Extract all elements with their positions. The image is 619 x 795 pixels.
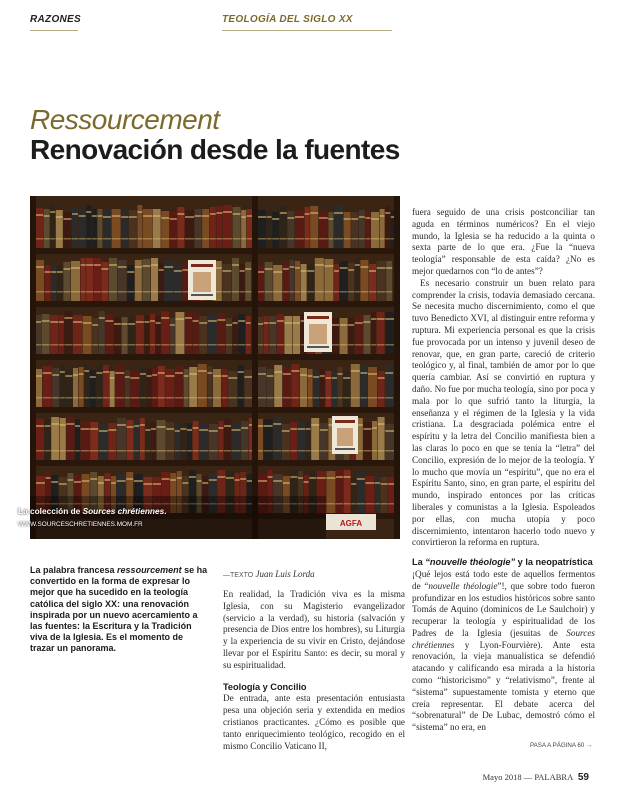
book-spine [144,315,149,354]
shelf-board [30,460,400,466]
book-spine [121,210,128,248]
issue-label: Mayo 2018 — PALABRA [482,772,573,782]
book-spine [363,422,371,460]
book-spine [381,477,388,513]
book-spine [199,316,207,354]
book-spine [57,265,63,301]
book-spine [331,318,339,354]
book-spine [79,209,86,248]
book-spine [372,421,377,460]
book-spine [369,264,376,301]
book-spine [348,263,354,301]
book-spine [143,209,152,248]
book-spine [308,369,313,407]
book-spine [81,422,90,460]
book-spine [334,264,339,301]
book-spine [328,212,333,248]
body-paragraph: ¡Qué lejos está todo este de aquellos fermentos de “nouvelle théologie”!, que sobre todo fueron profundizar en los estudios históricos sobre santo Tomás de Aquino (dominicos de Le Saulchoir) y recuperar la teología y espiritualidad de los Padres de la Iglesia (jesuitas de Sources chrétiennes y Lyon-Fourvière). Ante esta renovación, la vieja manualística se defendió atacando y calificando esa mirada a la historia como “historicismo” y “relativismo”, frente al “sistema” supuestamente tomista y eterno que creía representar. El debate acerca del “sobrenatural” de De Lubac, demostró cómo el “sistema” no era, en [412,568,595,733]
lead-paragraph: La palabra francesa ressourcement se ha convertido en la forma de expresar lo mejor que ha sucedido en la teología católica del siglo XX: una renovación inspirada por un nuevo acercamiento a las fuentes: la Escritura y la Tradición viva de la Iglesia. Es el momento de trazar un panorama. [30,565,208,654]
book-spine [108,423,116,460]
shelf-divider [252,196,258,539]
book-spine [298,422,305,460]
page-footer [483,772,589,783]
book-spine [122,317,128,354]
book-spine [258,265,264,301]
book-spine [332,371,337,407]
book-spine [265,262,273,301]
book-spine [199,423,208,460]
book-spine [306,422,311,460]
book-spine [152,368,157,407]
book-spine [202,209,209,248]
book-spine [355,316,363,354]
book-spine [97,209,102,248]
book-spine [363,315,370,354]
shelf-board [30,301,400,307]
book-spine [247,209,252,248]
book-spine [351,212,358,248]
book-spine [282,424,290,460]
book-spine [375,476,380,513]
book-spine [273,265,282,301]
book-spine [240,264,245,301]
book-spine [129,210,137,248]
body-paragraph: En realidad, la Tradición viva es la misma Iglesia, con su Magisterio evangelizador (servicio a la verdad), su historia (salvación y presencia de Dios entre los hombres), su Liturgia y la experiencia de su vivir en Cristo, dejándose llevar por el Espíritu Santo: es decir, su moral y su espiritualidad. [223,589,405,670]
headline-kicker: Ressourcement [30,104,220,135]
book-spine [166,422,174,460]
book-spine [222,369,228,407]
book-spine [161,211,169,248]
book-spine [170,212,177,248]
book-spine [209,424,218,460]
body-paragraph: fuera seguido de una crisis postconciliar tan aguda en términos numéricos? En el viejo mundo, la Iglesia se ha reducido a la quinta o sexta parte de lo que era. ¿Fue la “nueva teología” responsable de esta caída? ¿No es mejor quedarnos con “lo de antes”? [412,207,595,276]
subhead-nouvelle-theologie: La “nouvelle théologie” y la neopatrística [412,557,593,568]
book-spine [283,262,289,301]
book-spine [112,209,121,248]
book-spine [264,316,269,354]
book-spine [165,369,174,407]
body-paragraph: De entrada, ante esta presentación entusiasta pesa una objeción seria y extendida en medios cristianos practicantes. ¿Cómo es posible que tanto enriquecimiento teológico, recogido en el mismo Concilio Vaticano II, [223,693,405,751]
book-spine [151,422,156,460]
book-spine [136,315,144,354]
book-spine [371,212,379,248]
continue-link[interactable]: PASA A PÁGINA 60 → [530,742,593,749]
byline-author: Juan Luis Lorda [255,569,315,579]
book-spine [156,316,161,354]
book-spine [319,211,328,248]
book-spine [245,262,251,301]
book-spine [293,316,300,354]
book-spine [50,315,58,354]
book-spine [185,210,194,248]
book-spine [83,316,92,354]
book-spine [63,212,71,248]
book-spine [92,318,98,354]
body-column-middle [223,589,405,752]
book-spine [125,370,130,407]
bookshelf-illustration [30,196,400,539]
book-spine [340,318,348,354]
book-spine [344,212,351,248]
book-spine [385,424,394,460]
book-spine [244,370,252,407]
book-spine [287,211,294,248]
book-spine [127,265,134,301]
book-spine [378,371,385,407]
book-spine [51,265,56,301]
book-spine [365,211,370,248]
book-spine [59,315,64,354]
book-spine [36,369,42,407]
book-spine [110,371,115,407]
subhead-teologia-concilio: Teología y Concilio [223,681,307,692]
book-spine [128,317,135,354]
book-spine [45,265,51,301]
section-rule [30,30,78,31]
book-spine [272,212,279,248]
book-spine [193,421,199,460]
book-spine [114,317,121,354]
book-spine [391,210,394,248]
book-spine [90,422,98,460]
book-spine [320,423,328,460]
book-spine [359,210,365,248]
book-spine [241,421,248,460]
page-number: 59 [577,772,589,783]
book-spine [218,421,223,460]
photo-credit: WWW.SOURCESCHRETIENNES.MOM.FR [18,521,143,528]
book-spine [36,315,41,354]
book-spine [295,210,304,248]
book-spine [365,476,374,513]
byline [223,569,315,579]
book-spine [226,318,232,354]
book-spine [175,424,180,460]
book-spine [267,210,272,248]
book-spine [187,423,192,460]
book-spine [307,264,314,301]
book-spine [153,209,161,248]
book-spine [145,423,150,460]
book-spine [228,371,237,407]
book-spine [184,369,189,407]
book-spine [90,370,96,407]
headline-title: Renovación desde la fuentes [30,134,400,165]
book-spine [267,369,274,407]
book-spine [44,209,50,248]
book-spine [180,422,186,460]
book-spine [213,369,221,407]
series-label: TEOLOGÍA DEL SIGLO XX [222,14,353,25]
book-spine [320,369,325,407]
book-spine [52,368,59,407]
book-spine [313,370,319,407]
book-spine [56,210,63,248]
book-spine [301,264,307,301]
section-label: RAZONES [30,14,81,25]
book-spine [348,318,354,354]
book-spine [222,264,231,301]
series-rule [222,30,392,31]
book-spine [343,371,350,407]
book-spine [103,210,111,248]
book-spine [99,424,108,460]
book-spine [290,422,297,460]
book-spine [147,369,152,407]
book-spine [195,209,202,248]
book-spine [325,371,331,407]
book-spine [284,316,292,354]
book-spine [170,318,175,354]
agfa-label: AGFA [339,519,363,528]
book-spine [73,368,78,407]
shelf-board [30,354,400,360]
book-spine [388,477,394,513]
book-spine [232,423,241,460]
body-paragraph: Es necesario construir un buen relato para comprender la crisis, todavía demasiado cercana. Se necesita mucho discernimiento, como el que tuvo Benedicto XVI, al distinguir entre reforma y ruptura. Mi experiencia personal es que la crisis fue provocada por un intenso y juvenil deseo de renovar, que, en gran parte, careció de criterio teológico y, al final, también de amor por lo que quería cambiar. Así se convirtió en ruptura y daño. No fue por mucha teología, sino por poca y mala por lo que sufrió tanto la liturgia, la enseñanza y el régimen de la Iglesia y la vida cristiana. La desgraciada polémica entre el espíritu y la letra del Concilio manifiesta bien a las claras lo poco en que se tenía la “letra” del Concilio, expresión de lo mejor de la teología. Y lo mucho que movía un “espíritu”, que no era el Espíritu Santo, sino, en gran parte, el espíritu del mundo, inspirado entonces por las críticas liberales y comunistas a la Iglesia. Espoleados por ellas, con mucha utopía y poco discernimiento, intentaron hacerlo todo nuevo y convirtieron la reforma en ruptura. [412,277,595,548]
book-spine [63,262,70,301]
book-spine [101,262,108,301]
book-spine [258,210,266,248]
book-spine [258,317,263,354]
book-spine [269,316,276,354]
book-spine [65,369,72,407]
shelf-board [30,248,400,254]
bookshelf-photo [30,196,400,539]
book-spine [380,209,385,248]
photo-caption: La colección de Sources chrétiennes. [18,506,167,516]
book-spine [92,209,97,248]
book-spine [73,315,82,354]
body-column-right [412,207,595,734]
book-spine [300,368,307,407]
book-spine [233,316,238,354]
book-spine [246,316,251,354]
book-spine [174,264,182,301]
byline-prefix: —TEXTO [223,572,254,579]
book-spine [351,477,356,513]
book-spine [241,210,246,248]
book-spine [159,263,164,301]
book-spine [130,371,139,407]
shelf-board [30,407,400,413]
